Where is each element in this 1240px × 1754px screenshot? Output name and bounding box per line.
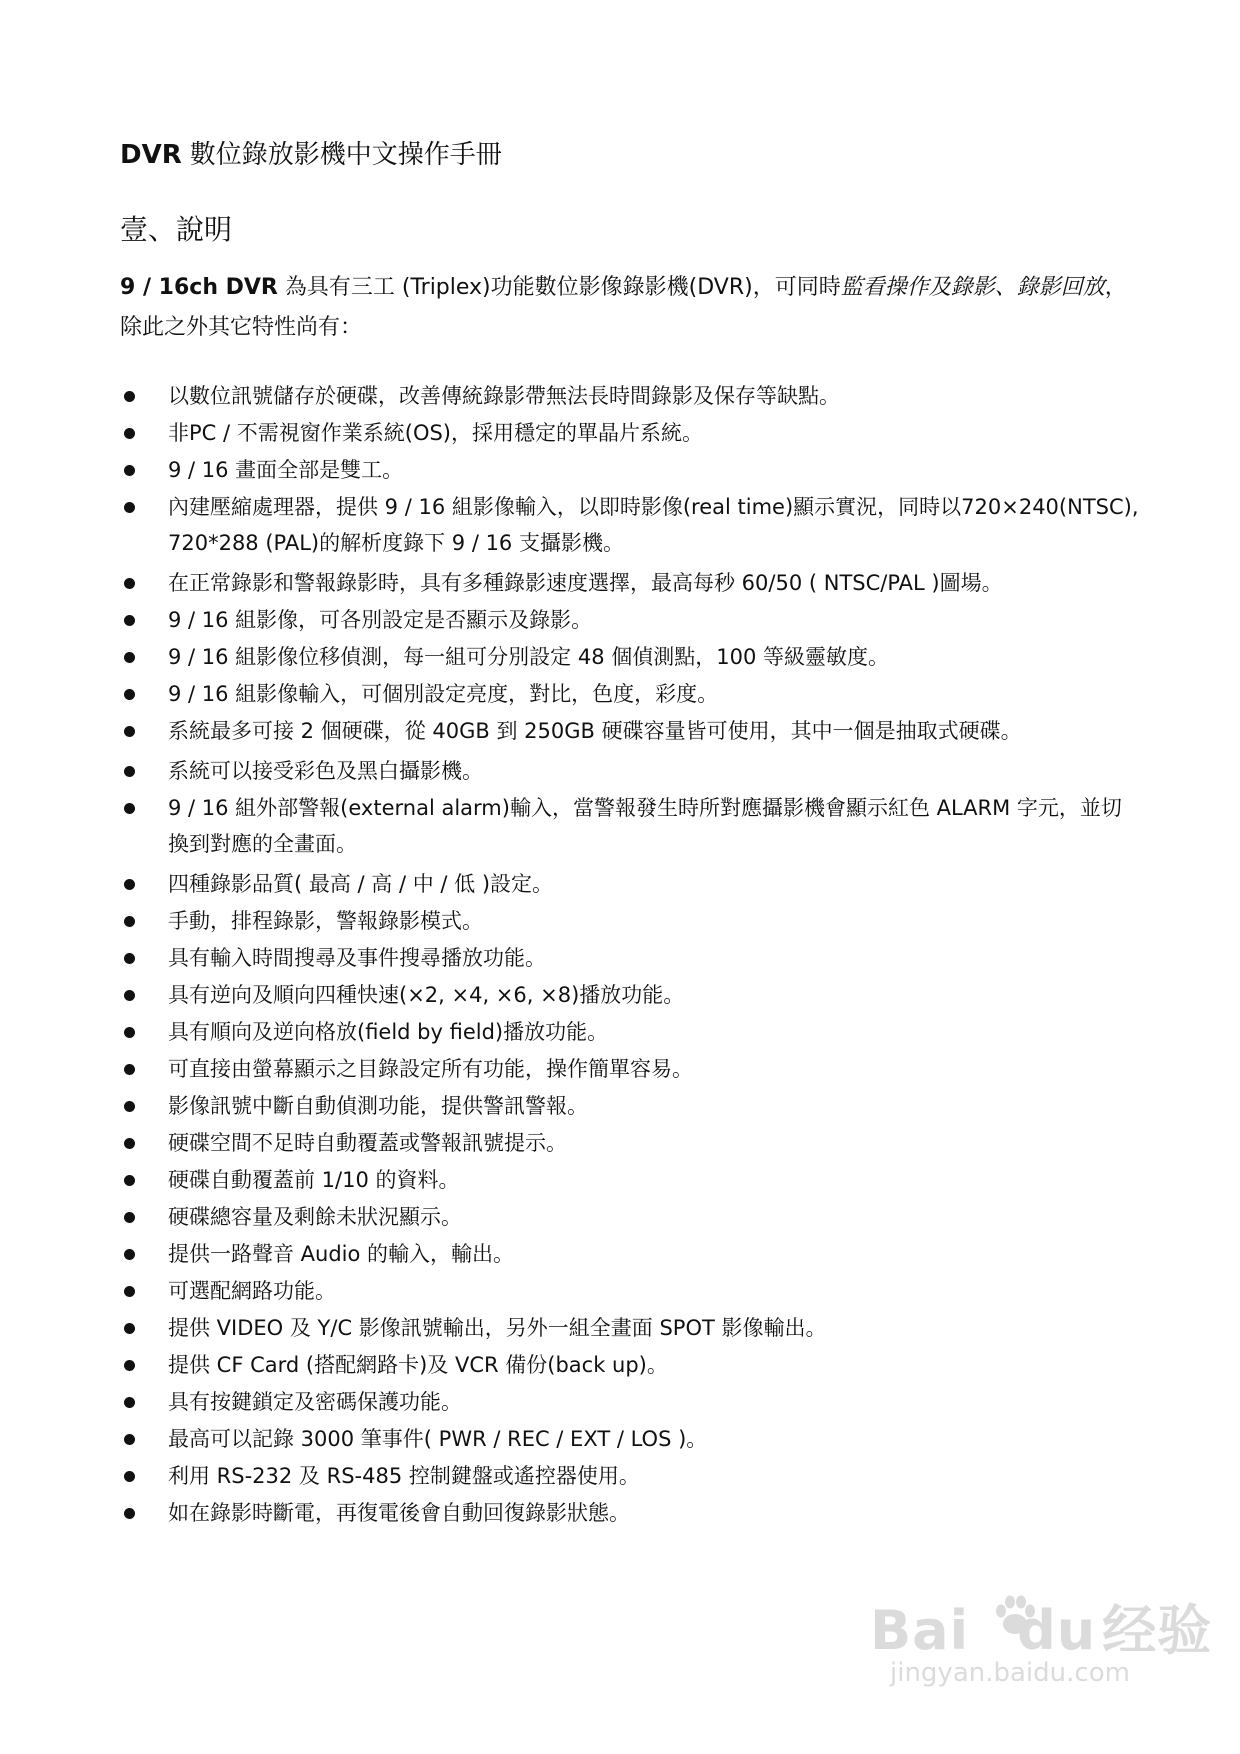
bullet-icon bbox=[124, 652, 135, 663]
watermark-brand-right: du bbox=[1017, 1599, 1097, 1662]
bullet-icon bbox=[124, 1101, 135, 1112]
intro-lead-tail: ，除此之外其它特性尚有： bbox=[120, 275, 1127, 340]
bullet-icon bbox=[124, 1027, 135, 1038]
bullet-icon bbox=[124, 615, 135, 626]
bullet-icon bbox=[124, 689, 135, 700]
feature-item bbox=[120, 1014, 1140, 1050]
intro-lead-italic: 監看操作及錄影、錄影回放 bbox=[840, 275, 1105, 300]
bullet-icon bbox=[124, 1138, 135, 1149]
feature-item bbox=[120, 1310, 1140, 1346]
bullet-icon bbox=[124, 578, 135, 589]
feature-item bbox=[120, 1495, 1140, 1531]
feature-text: 具有順向及逆向格放(field by field)播放功能。 bbox=[168, 1020, 609, 1044]
feature-text: 系統可以接受彩色及黑白攝影機。 bbox=[168, 759, 483, 783]
feature-item bbox=[120, 753, 1140, 789]
feature-text: 9 / 16 畫面全部是雙工。 bbox=[168, 458, 404, 482]
watermark-brand bbox=[870, 1588, 1212, 1665]
bullet-icon bbox=[124, 428, 135, 439]
feature-item bbox=[120, 713, 1140, 749]
feature-item bbox=[120, 866, 1140, 902]
feature-item bbox=[120, 1051, 1140, 1087]
bullet-icon bbox=[124, 726, 135, 737]
feature-item bbox=[120, 1273, 1140, 1309]
feature-item bbox=[120, 489, 1140, 561]
feature-text: 9 / 16 組影像，可各別設定是否顯示及錄影。 bbox=[168, 608, 593, 632]
feature-item bbox=[120, 378, 1140, 414]
feature-text: 具有輸入時間搜尋及事件搜尋播放功能。 bbox=[168, 946, 546, 970]
bullet-icon bbox=[124, 1286, 135, 1297]
feature-item bbox=[120, 1347, 1140, 1383]
bullet-icon bbox=[124, 1064, 135, 1075]
feature-item bbox=[120, 676, 1140, 712]
intro-paragraph bbox=[120, 268, 1130, 348]
bullet-icon bbox=[124, 502, 135, 513]
feature-item bbox=[120, 565, 1140, 601]
feature-text: 提供 VIDEO 及 Y/C 影像訊號輸出，另外一組全畫面 SPOT 影像輸出。 bbox=[168, 1316, 827, 1340]
feature-text: 可直接由螢幕顯示之目錄設定所有功能，操作簡單容易。 bbox=[168, 1057, 693, 1081]
feature-item bbox=[120, 1199, 1140, 1235]
feature-list bbox=[120, 378, 1140, 1532]
bullet-icon bbox=[124, 1212, 135, 1223]
feature-item bbox=[120, 452, 1140, 488]
feature-text: 9 / 16 組影像輸入，可個別設定亮度，對比，色度，彩度。 bbox=[168, 682, 719, 706]
bullet-icon bbox=[124, 1175, 135, 1186]
feature-item bbox=[120, 977, 1140, 1013]
feature-item bbox=[120, 1088, 1140, 1124]
feature-text: 硬碟總容量及剩餘未狀況顯示。 bbox=[168, 1205, 462, 1229]
document-title-text: 數位錄放影機中文操作手冊 bbox=[189, 140, 502, 170]
feature-text: 利用 RS-232 及 RS-485 控制鍵盤或遙控器使用。 bbox=[168, 1464, 640, 1488]
bullet-icon bbox=[124, 990, 135, 1001]
bullet-icon bbox=[124, 1249, 135, 1260]
feature-text: 硬碟自動覆蓋前 1/10 的資料。 bbox=[168, 1168, 460, 1192]
bullet-icon bbox=[124, 1434, 135, 1445]
document-title bbox=[120, 138, 502, 172]
bullet-icon bbox=[124, 1397, 135, 1408]
paw-logo-icon bbox=[992, 1594, 1038, 1640]
feature-text: 四種錄影品質( 最高 / 高 / 中 / 低 )設定。 bbox=[168, 872, 554, 896]
feature-text: 9 / 16 組影像位移偵測，每一組可分別設定 48 個偵測點，100 等級靈敏度。 bbox=[168, 645, 890, 669]
feature-item bbox=[120, 639, 1140, 675]
feature-text: 系統最多可接 2 個硬碟，從 40GB 到 250GB 硬碟容量皆可使用，其中一個是抽取式硬碟。 bbox=[168, 719, 1022, 743]
feature-text: 影像訊號中斷自動偵測功能，提供警訊警報。 bbox=[168, 1094, 588, 1118]
feature-text: 具有逆向及順向四種快速(×2, ×4, ×6, ×8)播放功能。 bbox=[168, 983, 685, 1007]
watermark-site: jingyan.baidu.com bbox=[890, 1658, 1130, 1688]
bullet-icon bbox=[124, 391, 135, 402]
bullet-icon bbox=[124, 916, 135, 927]
feature-text: 手動，排程錄影，警報錄影模式。 bbox=[168, 909, 483, 933]
feature-text: 硬碟空間不足時自動覆蓋或警報訊號提示。 bbox=[168, 1131, 567, 1155]
baidu-jingyan-watermark bbox=[870, 1588, 1213, 1708]
intro-lead-text: 為具有三工 (Triplex)功能數位影像錄影機(DVR)，可同時 bbox=[277, 275, 841, 300]
feature-item bbox=[120, 1162, 1140, 1198]
feature-item bbox=[120, 940, 1140, 976]
feature-item bbox=[120, 415, 1140, 451]
document-title-bold: DVR bbox=[120, 140, 182, 170]
bullet-icon bbox=[124, 879, 135, 890]
feature-item bbox=[120, 1236, 1140, 1272]
bullet-icon bbox=[124, 803, 135, 814]
feature-item bbox=[120, 1458, 1140, 1494]
section-heading: 壹、說明 bbox=[120, 213, 233, 246]
feature-text: 非PC / 不需視窗作業系統(OS)，採用穩定的單晶片系統。 bbox=[168, 421, 703, 445]
feature-text: 可選配網路功能。 bbox=[168, 1279, 336, 1303]
feature-text: 具有按鍵鎖定及密碼保護功能。 bbox=[168, 1390, 462, 1414]
feature-text: 內建壓縮處理器，提供 9 / 16 組影像輸入，以即時影像(real time)顯示實況，同時以720×240(NTSC), 720*288 (PAL)的解析度錄下 9 / 16 支攝影機。 bbox=[168, 495, 1139, 555]
feature-item bbox=[120, 790, 1140, 862]
bullet-icon bbox=[124, 953, 135, 964]
feature-text: 以數位訊號儲存於硬碟，改善傳統錄影帶無法長時間錄影及保存等缺點。 bbox=[168, 384, 840, 408]
bullet-icon bbox=[124, 1323, 135, 1334]
bullet-icon bbox=[124, 766, 135, 777]
feature-text: 在正常錄影和警報錄影時，具有多種錄影速度選擇，最高每秒 60/50 ( NTSC/PAL )圖場。 bbox=[168, 571, 1003, 595]
bullet-icon bbox=[124, 1508, 135, 1519]
feature-text: 提供一路聲音 Audio 的輸入，輸出。 bbox=[168, 1242, 515, 1266]
feature-item bbox=[120, 903, 1140, 939]
intro-lead-bold: 9 / 16ch DVR bbox=[120, 275, 278, 300]
feature-item bbox=[120, 1384, 1140, 1420]
feature-text: 最高可以記錄 3000 筆事件( PWR / REC / EXT / LOS )。 bbox=[168, 1427, 708, 1451]
bullet-icon bbox=[124, 1471, 135, 1482]
watermark-brand-cn: 经验 bbox=[1102, 1599, 1213, 1662]
feature-item bbox=[120, 602, 1140, 638]
feature-item bbox=[120, 1421, 1140, 1457]
bullet-icon bbox=[124, 465, 135, 476]
feature-text: 9 / 16 組外部警報(external alarm)輸入，當警報發生時所對應攝影機會顯示紅色 ALARM 字元，並切換到對應的全畫面。 bbox=[168, 796, 1122, 856]
bullet-icon bbox=[124, 1360, 135, 1371]
feature-text: 提供 CF Card (搭配網路卡)及 VCR 備份(back up)。 bbox=[168, 1353, 668, 1377]
feature-text: 如在錄影時斷電，再復電後會自動回復錄影狀態。 bbox=[168, 1501, 630, 1525]
feature-item bbox=[120, 1125, 1140, 1161]
watermark-brand-left: Bai bbox=[870, 1599, 970, 1662]
